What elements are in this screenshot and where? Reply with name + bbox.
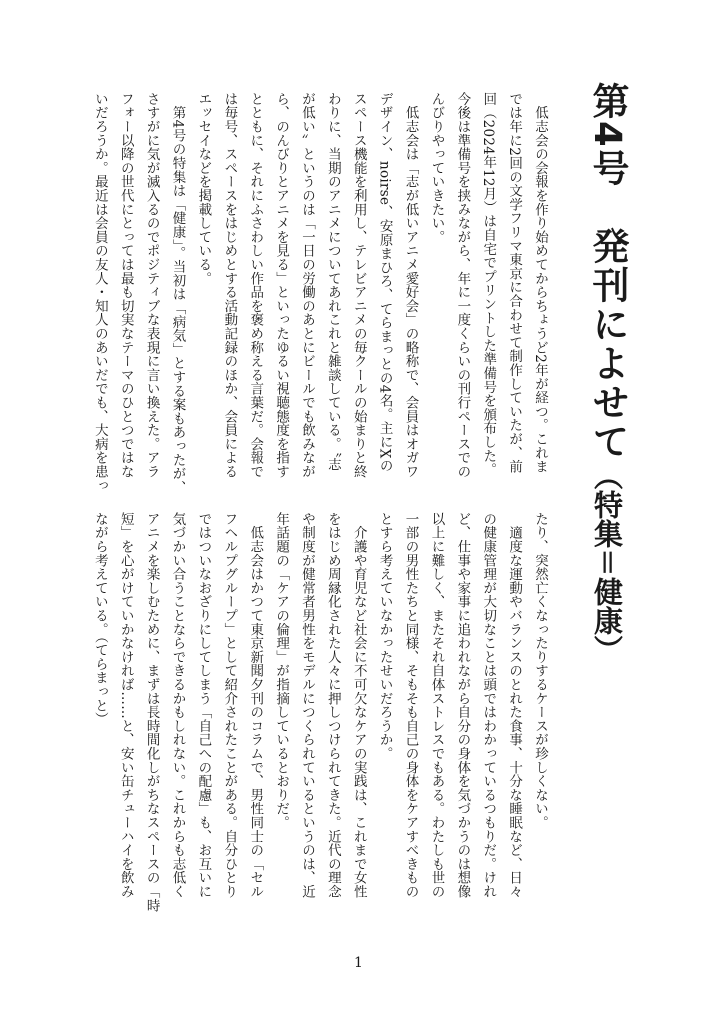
text-column: 年話題の「ケアの倫理」が指摘しているとおりだ。 bbox=[273, 512, 290, 830]
text-column: フヘルプグループ」として紹介されたことがある。自分ひとり bbox=[221, 512, 238, 899]
text-column: 短」を心がけていかなければ……と、安い缶チューハイを飲み bbox=[117, 512, 134, 899]
text-column: が低い〟というのは「一日の労働のあとにビールでも飲みなが bbox=[298, 92, 315, 479]
text-column: や制度が健常者男性をモデルにつくられているというのは、近 bbox=[298, 512, 315, 899]
text-column: 気づかい合うことならできるかもしれない。これからも志低く bbox=[169, 512, 186, 899]
text-column: 今後は準備号を挟みながら、年に一度くらいの刊行ペースでの bbox=[454, 92, 471, 479]
text-column: スペース機能を利用し、テレビアニメの毎クールの始まりと終 bbox=[350, 92, 367, 479]
text-column: 低志会の会報を作り始めてからちょうど2年が経つ。これま bbox=[532, 92, 548, 474]
text-column: では年に2回の文学フリマ東京に合わせて制作していたが、前 bbox=[506, 92, 523, 474]
text-column: ながら考えている。（てらまっと） bbox=[91, 512, 108, 727]
page-title bbox=[583, 82, 631, 682]
upper-text-block bbox=[86, 92, 552, 504]
text-column: ではついなおざりにしてしまう「自己への配慮」も、お互いに bbox=[195, 512, 212, 899]
text-column: 適度な運動やバランスのとれた食事、十分な睡眠など、日々 bbox=[506, 512, 523, 899]
text-column: アニメを楽しむために、まずは長時間化しがちなスペースの「時 bbox=[143, 512, 160, 913]
lower-text-block bbox=[86, 512, 552, 942]
text-column: わりに、当期のアニメについてあれこれと雑談している。〝志 bbox=[324, 92, 341, 472]
title-main: 第4号 発刊によせて bbox=[586, 82, 629, 461]
text-column: 介護や育児など社会に不可欠なケアの実践は、これまで女性 bbox=[350, 512, 367, 899]
text-column: の健康管理が大切なことは頭ではわかっているつもりだ。けれ bbox=[480, 512, 497, 899]
text-column: 一部の男性たちと同様、そもそも自己の身体をケアすべきもの bbox=[402, 512, 419, 899]
text-column: 以上に難しく、またそれ自体ストレスでもある。わたしも世の bbox=[428, 512, 445, 899]
text-column: んびりやっていきたい。 bbox=[428, 92, 445, 244]
text-column: さすがに気が滅入るのでポジティブな表現に言い換えた。アラ bbox=[143, 92, 160, 479]
title-subtitle: （特集＝健康） bbox=[590, 460, 624, 664]
text-column: 回（2024年12月）は自宅でプリントした準備号を頒布した。 bbox=[480, 92, 497, 477]
text-column: ら、のんびりとアニメを見る」といったゆるい視聴態度を指す bbox=[273, 92, 290, 479]
text-column: たり、突然亡くなったりするケースが珍しくない。 bbox=[532, 512, 548, 830]
text-column: をはじめ周縁化された人々に押しつけられてきた。近代の理念 bbox=[324, 512, 341, 899]
text-column: デザイン、noirse、安原まひろ、てらまっとの4名。主にXの bbox=[376, 92, 393, 473]
text-column: とともに、それにふさわしい作品を褒め称える言葉だ。会報で bbox=[247, 92, 264, 479]
text-column: エッセイなどを掲載している。 bbox=[195, 92, 212, 286]
text-column: 低志会は「志が低いアニメ愛好会」の略称で、会員はオガワ bbox=[402, 92, 419, 479]
text-column: ど、仕事や家事に追われながら自分の身体を気づかうのは想像 bbox=[454, 512, 471, 899]
text-column: 低志会はかつて東京新聞夕刊のコラムで、男性同士の「セル bbox=[247, 512, 264, 899]
text-column: は毎号、スペースをはじめとする活動記録のほか、会員による bbox=[221, 92, 238, 479]
text-column: 第4号の特集は「健康」。当初は「病気」とする案もあったが、 bbox=[169, 92, 186, 495]
text-column: いだろうか。最近は会員の友人・知人のあいだでも、大病を患っ bbox=[91, 92, 108, 493]
text-column: とすら考えていなかったせいだろうか。 bbox=[376, 512, 393, 761]
text-column: フォー以降の世代にとっては最も切実なテーマのひとつではな bbox=[117, 92, 134, 479]
page-number: 1 bbox=[354, 955, 363, 971]
